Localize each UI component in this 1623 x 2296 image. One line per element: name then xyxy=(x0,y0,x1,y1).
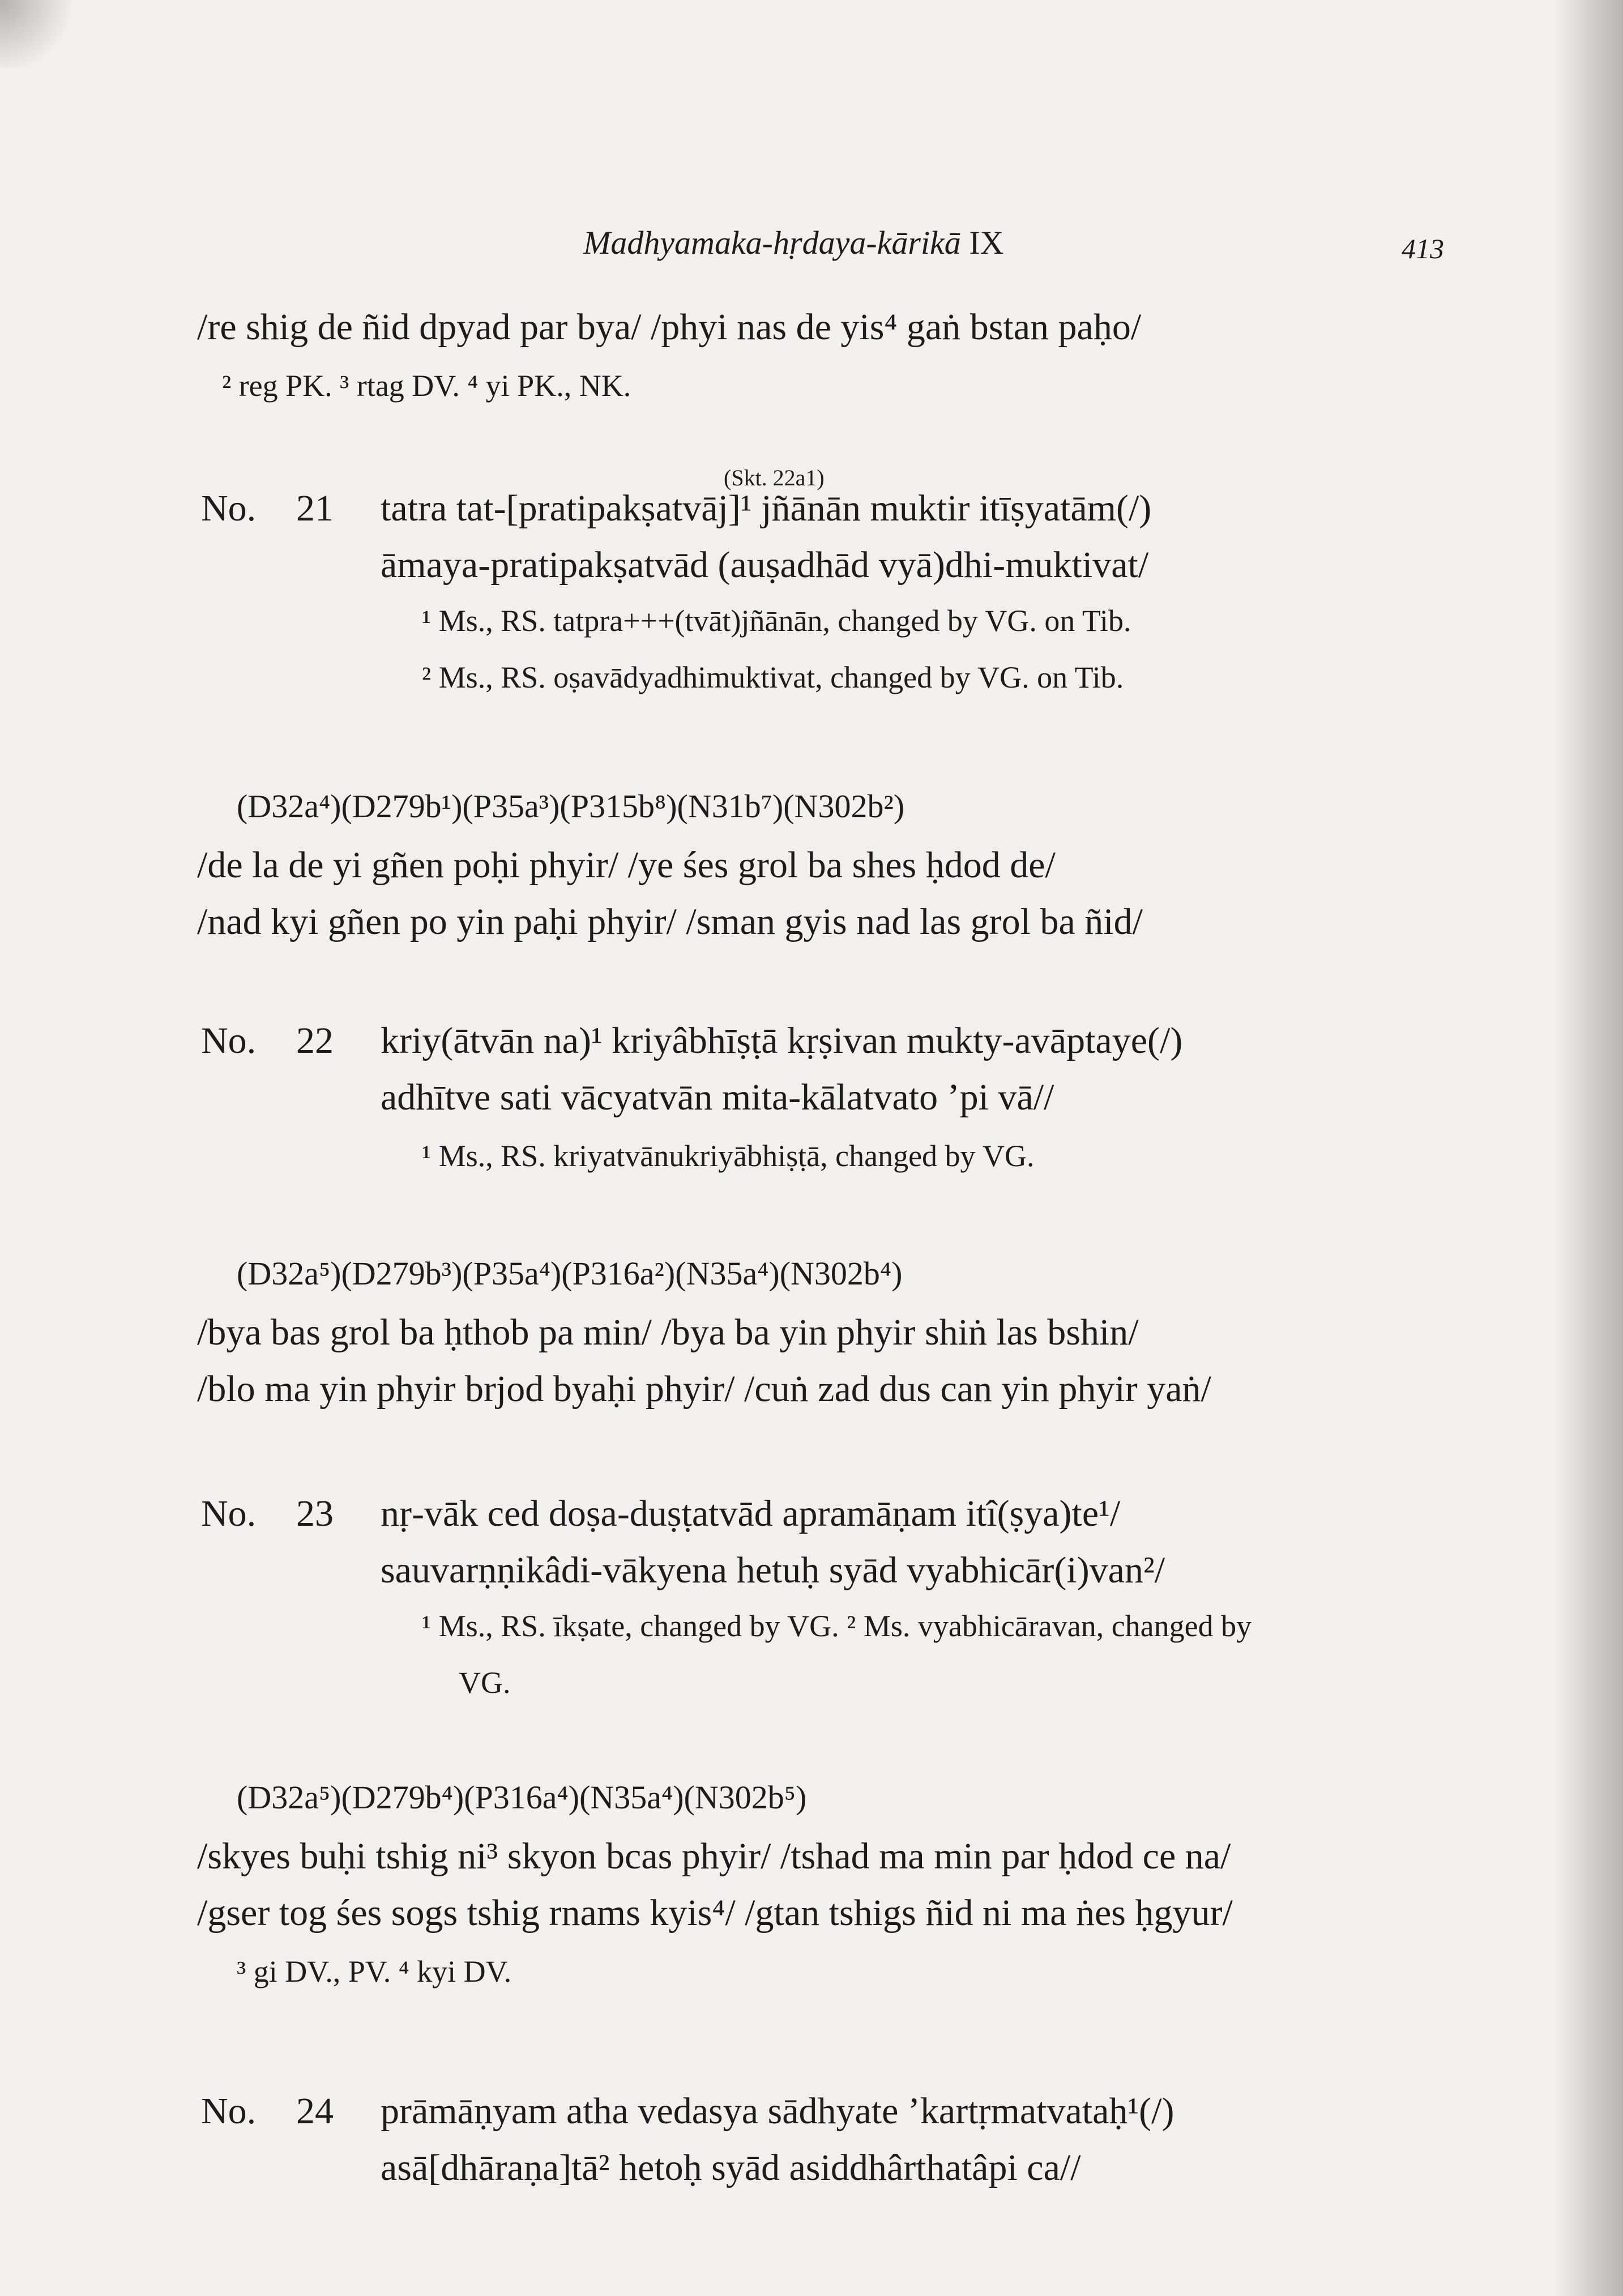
tibetan-line: /blo ma yin phyir brjod byaḥi phyir/ /cuṅ zad dus can yin phyir yaṅ/ xyxy=(197,1368,1211,1410)
tibetan-line: /gser tog śes sogs tshig rnams kyis⁴/ /gtan tshigs ñid ni ma ṅes ḥgyur/ xyxy=(197,1892,1233,1934)
verse-line: tatra tat-[pratipakṣatvāj]¹ jñānān muktir itīṣyatām(/) xyxy=(381,488,1152,529)
page-number: 413 xyxy=(1402,233,1444,264)
footnote-line: ¹ Ms., RS. īkṣate, changed by VG. ² Ms. vyabhicāravan, changed by xyxy=(422,1609,1252,1643)
verse-number: 21 xyxy=(296,488,334,529)
running-header xyxy=(583,224,1004,262)
verse-line: nṛ-vāk ced doṣa-duṣṭatvād apramāṇam itî(ṣya)te¹/ xyxy=(381,1493,1121,1534)
verse-no-label: No. xyxy=(201,1493,257,1534)
verse-no-label: No. xyxy=(201,2090,257,2132)
verse-number: 22 xyxy=(296,1020,334,1061)
header-title: Madhyamaka-hṛdaya-kārikā xyxy=(583,224,961,261)
footnote-line: VG. xyxy=(459,1666,511,1700)
verse-no-label: No. xyxy=(201,488,257,529)
tibetan-line: /de la de yi gñen poḥi phyir/ /ye śes grol ba shes ḥdod de/ xyxy=(197,844,1056,886)
tibetan-line: /re shig de ñid dpyad par bya/ /phyi nas de yis⁴ gaṅ bstan paḥo/ xyxy=(197,306,1142,348)
scan-edge-shadow xyxy=(1555,0,1623,2296)
verse-line: prāmāṇyam atha vedasya sādhyate ’kartṛmatvataḥ¹(/) xyxy=(381,2090,1174,2132)
verse-line: āmaya-pratipakṣatvād (auṣadhād vyā)dhi-muktivat/ xyxy=(381,544,1149,586)
edition-reference: (D32a⁵)(D279b³)(P35a⁴)(P316a²)(N35a⁴)(N302b⁴) xyxy=(237,1255,903,1292)
verse-line: sauvarṇṇikâdi-vākyena hetuḥ syād vyabhicār(i)van²/ xyxy=(381,1550,1165,1591)
verse-number: 24 xyxy=(296,2090,334,2132)
footnote-line: ¹ Ms., RS. kriyatvānukriyābhiṣṭā, changed by VG. xyxy=(422,1139,1035,1173)
footnote-line: ³ gi DV., PV. ⁴ kyi DV. xyxy=(237,1954,512,1988)
tibetan-line: /nad kyi gñen po yin paḥi phyir/ /sman gyis nad las grol ba ñid/ xyxy=(197,901,1143,942)
tibetan-line: /bya bas grol ba ḥthob pa min/ /bya ba yin phyir shiṅ las bshin/ xyxy=(197,1312,1139,1353)
verse-no-label: No. xyxy=(201,1020,257,1061)
footnote-line: ² Ms., RS. oṣavādyadhimuktivat, changed by VG. on Tib. xyxy=(422,660,1124,694)
header-chapter: IX xyxy=(969,224,1004,261)
footnote-line: ¹ Ms., RS. tatpra+++(tvāt)jñānān, changed by VG. on Tib. xyxy=(422,604,1131,638)
edition-reference: (D32a⁴)(D279b¹)(P35a³)(P315b⁸)(N31b⁷)(N302b²) xyxy=(237,788,905,825)
skt-source-label: (Skt. 22a1) xyxy=(724,465,825,490)
tibetan-line: /skyes buḥi tshig ni³ skyon bcas phyir/ /tshad ma min par ḥdod ce na/ xyxy=(197,1836,1231,1877)
edition-reference: (D32a⁵)(D279b⁴)(P316a⁴)(N35a⁴)(N302b⁵) xyxy=(237,1779,807,1816)
verse-line: adhītve sati vācyatvān mita-kālatvato ’pi vā// xyxy=(381,1077,1054,1118)
verse-line: kriy(ātvān na)¹ kriyâbhīṣṭā kṛṣivan mukty-avāptaye(/) xyxy=(381,1020,1183,1061)
verse-number: 23 xyxy=(296,1493,334,1534)
footnote-line: ² reg PK. ³ rtag DV. ⁴ yi PK., NK. xyxy=(222,369,631,403)
scan-corner-shadow xyxy=(0,0,79,68)
verse-line: asā[dhāraṇa]tā² hetoḥ syād asiddhârthatâpi ca// xyxy=(381,2147,1081,2188)
